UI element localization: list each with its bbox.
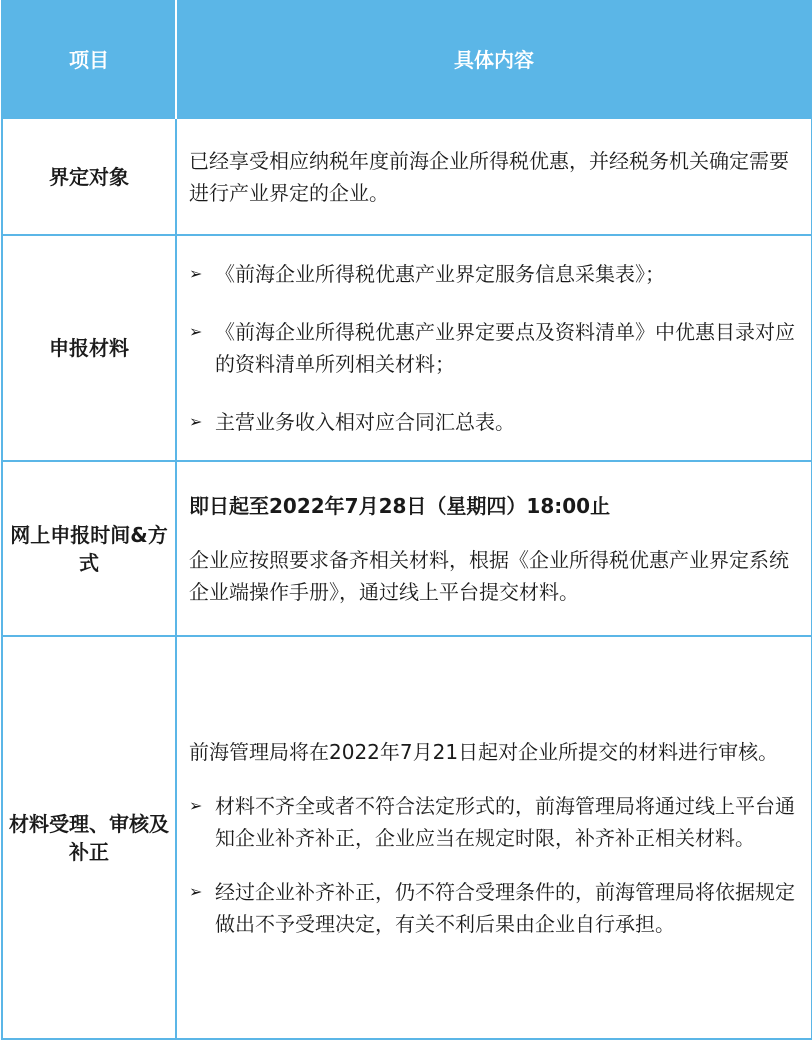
content-text: 前海管理局将在2022年7月21日起对企业所提交的材料进行审核。 bbox=[189, 739, 779, 764]
table-header-row bbox=[2, 0, 812, 118]
list-item bbox=[189, 876, 801, 940]
arrow-right-icon: ➢ bbox=[189, 881, 203, 901]
arrow-right-icon: ➢ bbox=[189, 412, 203, 431]
list-item bbox=[189, 316, 801, 380]
arrow-right-icon: ➢ bbox=[189, 322, 203, 341]
list-item-text: 主营业务收入相对应合同汇总表。 bbox=[215, 410, 515, 434]
list-item-text: 《前海企业所得税优惠产业界定要点及资料清单》中优惠目录对应的资料清单所列相关材料； bbox=[215, 320, 795, 376]
row-content-materials bbox=[176, 235, 812, 461]
content-text: 已经享受相应纳税年度前海企业所得税优惠，并经税务机关确定需要进行产业界定的企业。 bbox=[189, 148, 789, 205]
list-item-text: 材料不齐全或者不符合法定形式的，前海管理局将通过线上平台通知企业补齐补正，企业应当在规定时限，补齐补正相关材料。 bbox=[215, 793, 795, 850]
table-row bbox=[2, 636, 812, 1039]
info-table bbox=[1, 0, 812, 1040]
list-item bbox=[189, 406, 801, 438]
header-content: 具体内容 bbox=[176, 0, 812, 118]
table-row bbox=[2, 118, 812, 235]
row-content-submission bbox=[176, 461, 812, 636]
row-label-materials: 申报材料 bbox=[2, 235, 176, 461]
row-label-review: 材料受理、审核及补正 bbox=[2, 636, 176, 1039]
header-item: 项目 bbox=[2, 0, 176, 118]
row-content-review bbox=[176, 636, 812, 1039]
arrow-right-icon: ➢ bbox=[189, 264, 203, 283]
row-label-target: 界定对象 bbox=[2, 118, 176, 235]
row-content-target bbox=[176, 118, 812, 235]
list-item bbox=[189, 790, 801, 854]
list-item-text: 经过企业补齐补正，仍不符合受理条件的，前海管理局将依据规定做出不予受理决定，有关不利后果由企业自行承担。 bbox=[215, 879, 795, 936]
list-item-text: 《前海企业所得税优惠产业界定服务信息采集表》； bbox=[215, 262, 665, 286]
table-row bbox=[2, 235, 812, 461]
content-text: 企业应按照要求备齐相关材料，根据《企业所得税优惠产业界定系统企业端操作手册》，通过线上平台提交材料。 bbox=[189, 547, 789, 604]
arrow-right-icon: ➢ bbox=[189, 795, 203, 815]
deadline-text: 即日起至2022年7月28日（星期四）18:00止 bbox=[189, 493, 611, 518]
table-row bbox=[2, 461, 812, 636]
row-label-submission: 网上申报时间&方式 bbox=[2, 461, 176, 636]
list-item bbox=[189, 258, 801, 290]
